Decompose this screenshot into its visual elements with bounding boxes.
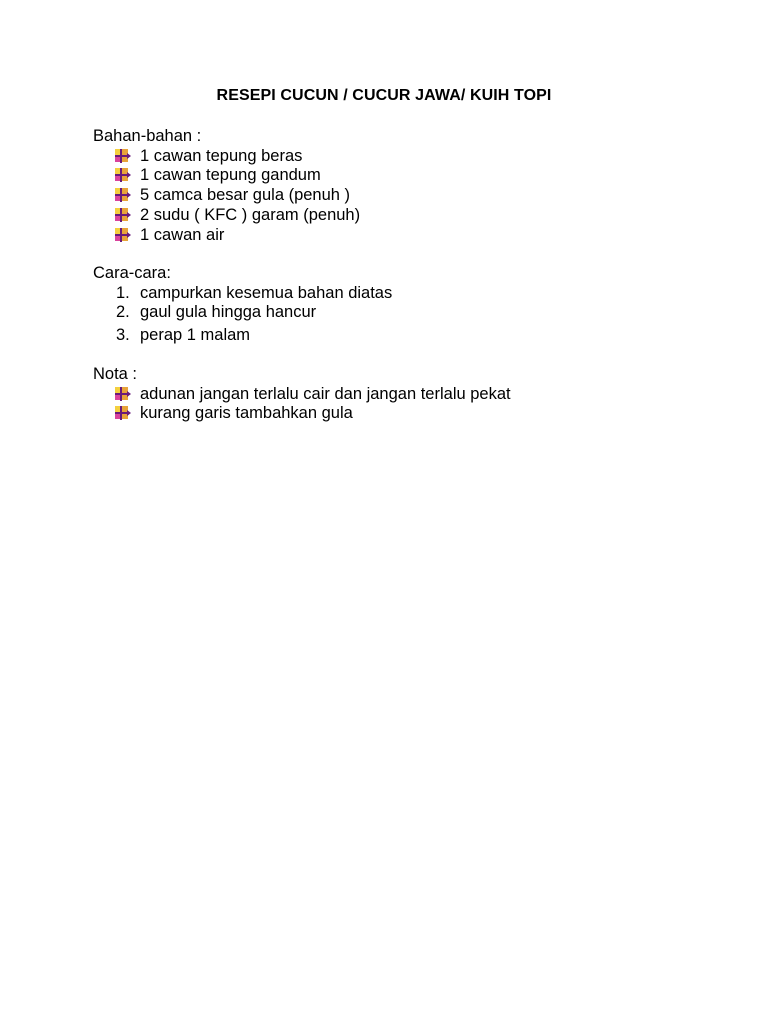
note-text: adunan jangan terlalu cair dan jangan terlalu pekat	[140, 385, 511, 403]
arrow-cross-bullet-icon	[115, 406, 131, 420]
arrow-cross-bullet-icon	[115, 188, 131, 202]
arrow-cross-bullet-icon	[115, 387, 131, 401]
step-text: campurkan kesemua bahan diatas	[140, 284, 393, 302]
ingredient-text: 5 camca besar gula (penuh )	[140, 186, 351, 204]
arrow-cross-bullet-icon	[115, 149, 131, 163]
ingredient-text: 2 sudu ( KFC ) garam (penuh)	[140, 206, 361, 224]
notes-heading: Nota :	[93, 365, 138, 383]
arrow-cross-bullet-icon	[115, 168, 131, 182]
step-text: perap 1 malam	[140, 326, 251, 344]
arrow-cross-bullet-icon	[115, 208, 131, 222]
ingredient-text: 1 cawan tepung beras	[140, 147, 303, 165]
ingredient-text: 1 cawan tepung gandum	[140, 166, 321, 184]
page-title: RESEPI CUCUN / CUCUR JAWA/ KUIH TOPI	[216, 87, 552, 104]
step-number: 2.	[116, 303, 130, 321]
arrow-cross-bullet-icon	[115, 228, 131, 242]
ingredient-text: 1 cawan air	[140, 226, 225, 244]
step-text: gaul gula hingga hancur	[140, 303, 317, 321]
method-heading: Cara-cara:	[93, 264, 171, 282]
note-text: kurang garis tambahkan gula	[140, 404, 353, 422]
ingredients-heading: Bahan-bahan :	[93, 127, 202, 145]
step-number: 1.	[116, 284, 130, 302]
step-number: 3.	[116, 326, 130, 344]
